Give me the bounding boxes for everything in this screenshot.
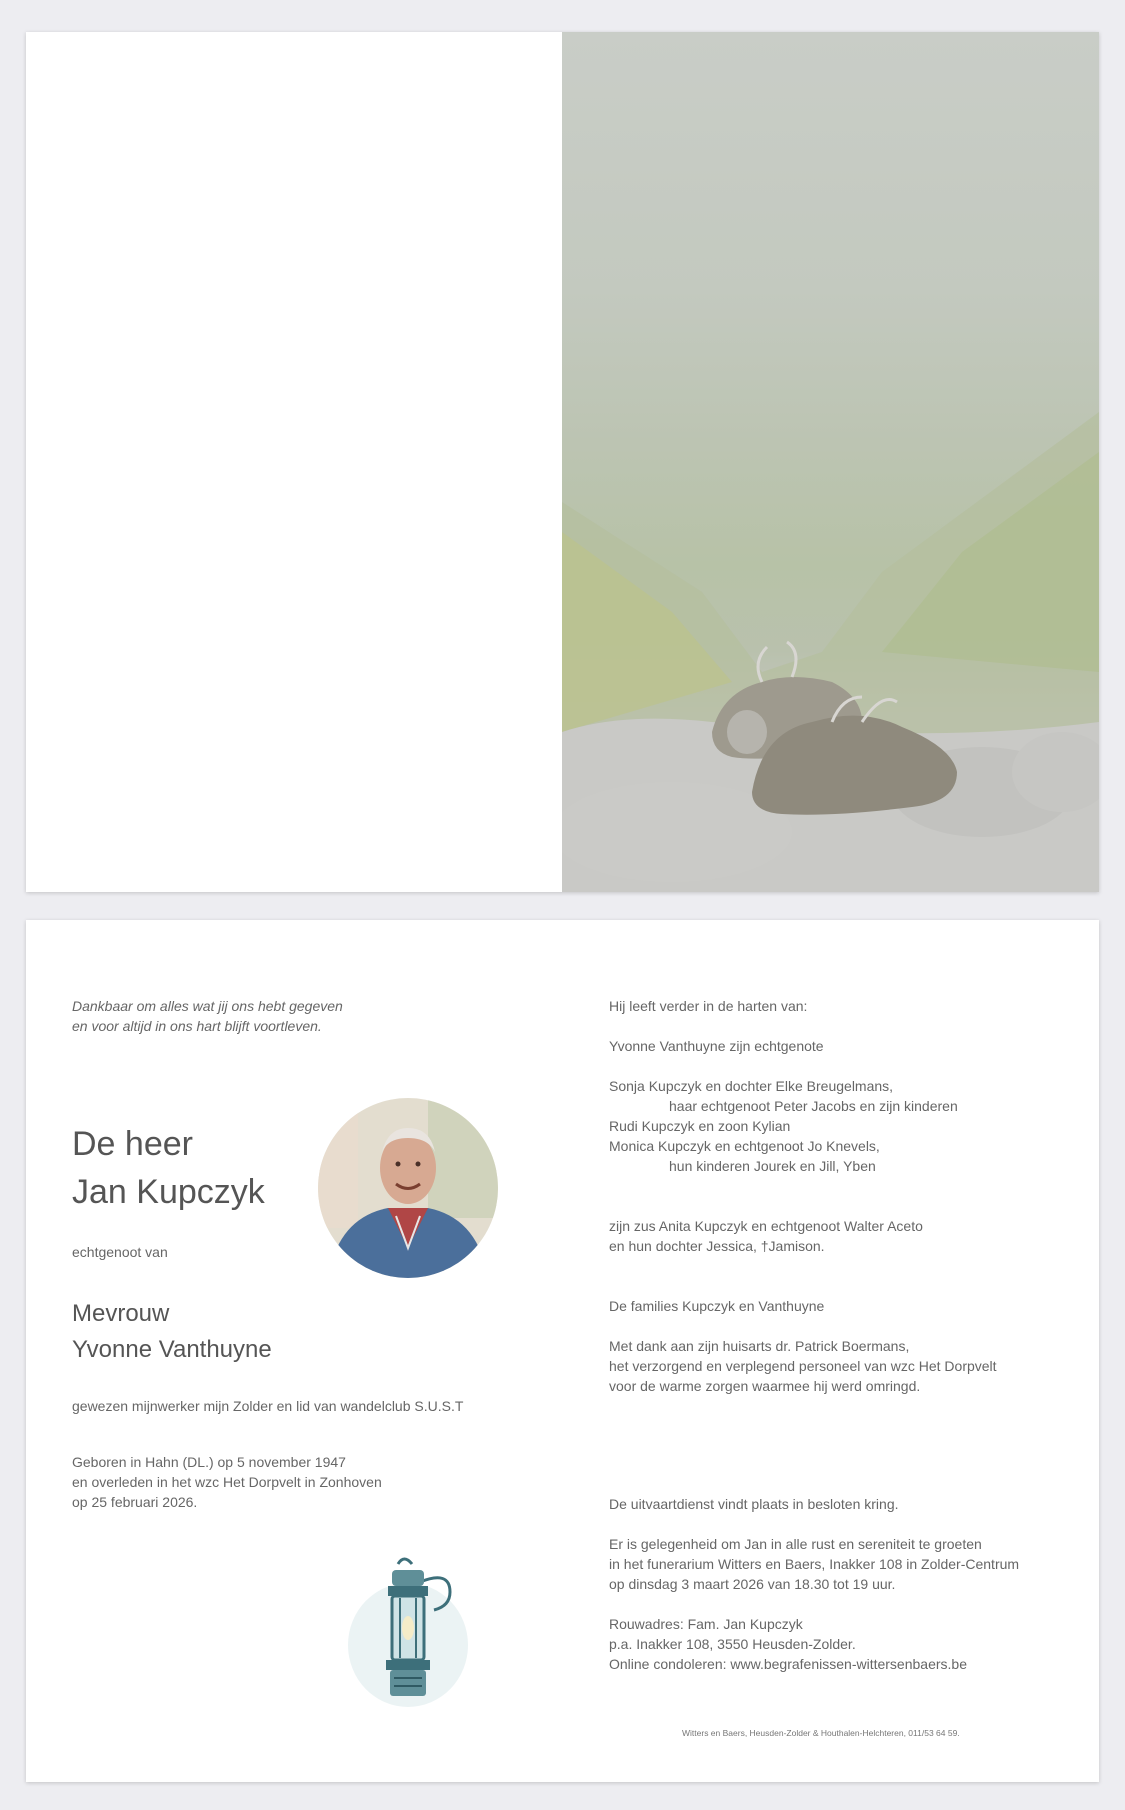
miner-lamp-illustration	[338, 1550, 478, 1710]
cover-sheet	[26, 32, 1099, 892]
occupation-text: gewezen mijnwerker mijn Zolder en lid van wandelclub S.U.S.T	[72, 1398, 464, 1414]
family-line: hun kinderen Jourek en Jill, Yben	[669, 1158, 876, 1174]
thanks-line: voor de warme zorgen waarmee hij werd omringd.	[609, 1378, 921, 1394]
portrait-illustration	[318, 1098, 498, 1278]
sister-line: en hun dochter Jessica, †Jamison.	[609, 1238, 825, 1254]
thanks-line: Met dank aan zijn huisarts dr. Patrick Boermans,	[609, 1338, 910, 1354]
families-line: De families Kupczyk en Vanthuyne	[609, 1298, 825, 1314]
thanks-line: het verzorgend en verplegend personeel van wzc Het Dorpvelt	[609, 1358, 997, 1374]
sister-block	[609, 1216, 1069, 1256]
deceased-honorific: De heer	[72, 1125, 193, 1163]
survivors-intro: Hij leeft verder in de harten van:	[609, 998, 808, 1014]
shoes-photo-illustration	[562, 32, 1099, 892]
quote-line-1: Dankbaar om alles wat jij ons hebt gegeven	[72, 998, 343, 1014]
family-line: Sonja Kupczyk en dochter Elke Breugelmans,	[609, 1078, 894, 1094]
right-column	[609, 996, 1069, 1674]
left-column	[72, 996, 542, 1512]
quote-line-2: en voor altijd in ons hart blijft voortleven.	[72, 1018, 322, 1034]
death-date-line: op 25 februari 2026.	[72, 1494, 198, 1510]
worn-hiking-shoes-photo	[562, 32, 1099, 892]
spouse-of-label: echtgenoot van	[72, 1244, 168, 1260]
funeral-home-footer: Witters en Baers, Heusden-Zolder & Houthalen-Helchteren, 011/53 64 59.	[682, 1728, 960, 1738]
service-line: De uitvaartdienst vindt plaats in besloten kring.	[609, 1496, 899, 1512]
visit-line: op dinsdag 3 maart 2026 van 18.30 tot 19 uur.	[609, 1576, 896, 1592]
address-line: Rouwadres: Fam. Jan Kupczyk	[609, 1616, 803, 1632]
miner-lamp-icon	[338, 1550, 478, 1710]
sister-line: zijn zus Anita Kupczyk en echtgenoot Walter Aceto	[609, 1218, 923, 1234]
birth-death-block	[72, 1452, 542, 1512]
family-line: haar echtgenoot Peter Jacobs en zijn kinderen	[669, 1098, 958, 1114]
visit-line: Er is gelegenheid om Jan in alle rust en sereniteit te groeten	[609, 1536, 982, 1552]
spouse-title: Mevrouw	[72, 1300, 170, 1327]
birth-line: Geboren in Hahn (DL.) op 5 november 1947	[72, 1454, 346, 1470]
condolence-link[interactable]: Online condoleren: www.begrafenissen-wittersenbaers.be	[609, 1656, 967, 1672]
visitation-block	[609, 1534, 1069, 1594]
deceased-name: Jan Kupczyk	[72, 1173, 265, 1211]
spouse-block	[72, 1296, 542, 1368]
thanks-block	[609, 1336, 1069, 1396]
portrait-photo	[318, 1098, 498, 1278]
address-line: p.a. Inakker 108, 3550 Heusden-Zolder.	[609, 1636, 856, 1652]
family-list	[609, 1076, 1069, 1176]
family-line: Rudi Kupczyk en zoon Kylian	[609, 1118, 791, 1134]
death-line: en overleden in het wzc Het Dorpvelt in Zonhoven	[72, 1474, 382, 1490]
memorial-quote	[72, 996, 542, 1036]
spouse-name: Yvonne Vanthuyne	[72, 1336, 272, 1363]
visit-line: in het funerarium Witters en Baers, Inakker 108 in Zolder-Centrum	[609, 1556, 1020, 1572]
cover-blank-page	[26, 32, 562, 892]
inside-sheet	[26, 920, 1099, 1782]
wife-line: Yvonne Vanthuyne zijn echtgenote	[609, 1038, 824, 1054]
family-line: Monica Kupczyk en echtgenoot Jo Knevels,	[609, 1138, 880, 1154]
address-block	[609, 1614, 1069, 1674]
